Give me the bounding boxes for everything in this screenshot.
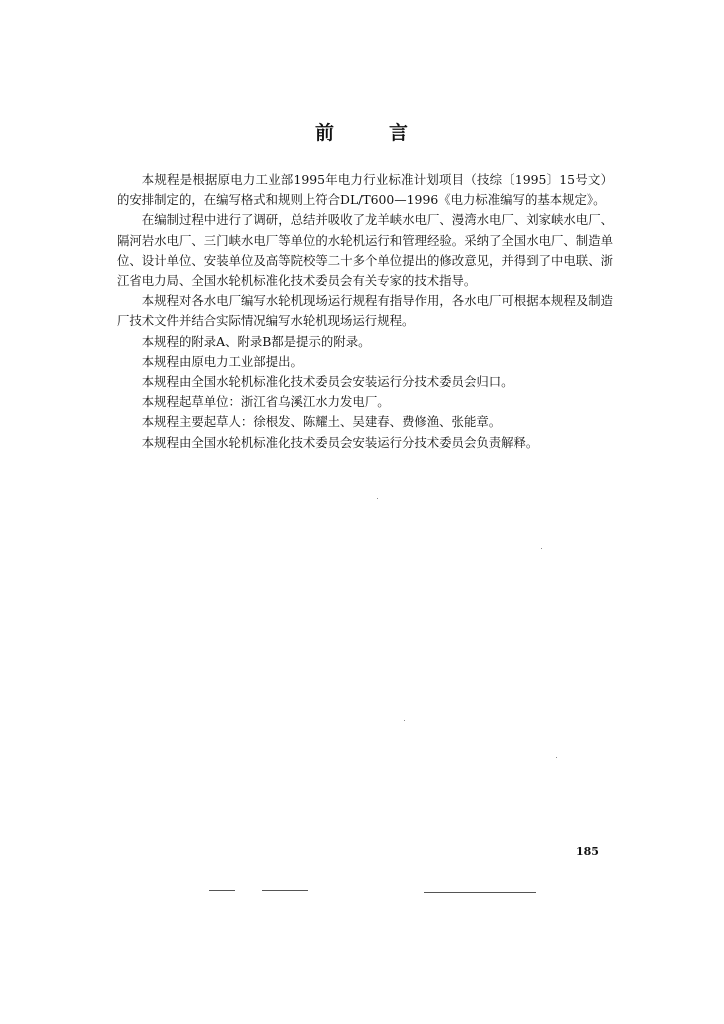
page-number: 185 bbox=[576, 845, 599, 858]
scan-speck bbox=[556, 757, 557, 758]
title-char-1: 前 bbox=[314, 122, 335, 144]
paragraph-drafting-unit: 本规程起草单位：浙江省乌溪江水力发电厂。 bbox=[141, 394, 390, 410]
paragraph-drafters: 本规程主要起草人：徐根发、陈耀土、吴建春、费修渔、张能章。 bbox=[141, 414, 502, 430]
paragraph-proposer: 本规程由原电力工业部提出。 bbox=[141, 353, 303, 369]
scan-artifact-line bbox=[424, 892, 536, 893]
paragraph-guidance: 本规程对各水电厂编写水轮机现场运行规程有指导作用，各水电厂可根据本规程及制造厂技术文件并结合实际情况编写水轮机现场运行规程。 bbox=[117, 293, 613, 329]
scan-speck bbox=[377, 498, 378, 499]
scan-artifact-line bbox=[209, 890, 235, 891]
paragraph-preparation: 在编制过程中进行了调研，总结并吸收了龙羊峡水电厂、漫湾水电厂、刘家峡水电厂、隔河岩水电厂、三门峡水电厂等单位的水轮机运行和管理经验。采纳了全国水电厂、制造单位、设计单位、安装单位及高等院校等二十多个单位提出的修改意见，并得到了中电联、浙江省电力局、全国水轮机标准化技术委员会有关专家的技术指导。 bbox=[117, 212, 613, 289]
paragraph-interpretation: 本规程由全国水轮机标准化技术委员会安装运行分技术委员会负责解释。 bbox=[141, 434, 539, 450]
page-title bbox=[0, 118, 724, 145]
paragraph-appendix: 本规程的附录A、附录B都是提示的附录。 bbox=[141, 333, 371, 349]
scan-speck bbox=[404, 720, 405, 721]
scan-speck bbox=[541, 548, 542, 549]
paragraph-centralized: 本规程由全国水轮机标准化技术委员会安装运行分技术委员会归口。 bbox=[141, 374, 514, 390]
paragraph-basis: 本规程是根据原电力工业部1995年电力行业标准计划项目（技综〔1995〕15号文）的安排制定的，在编写格式和规则上符合DL/T600—1996《电力标准编写的基本规定》。 bbox=[117, 172, 613, 208]
foreword-body bbox=[117, 170, 613, 453]
title-char-2: 言 bbox=[389, 122, 410, 144]
scan-artifact-line bbox=[262, 890, 308, 891]
